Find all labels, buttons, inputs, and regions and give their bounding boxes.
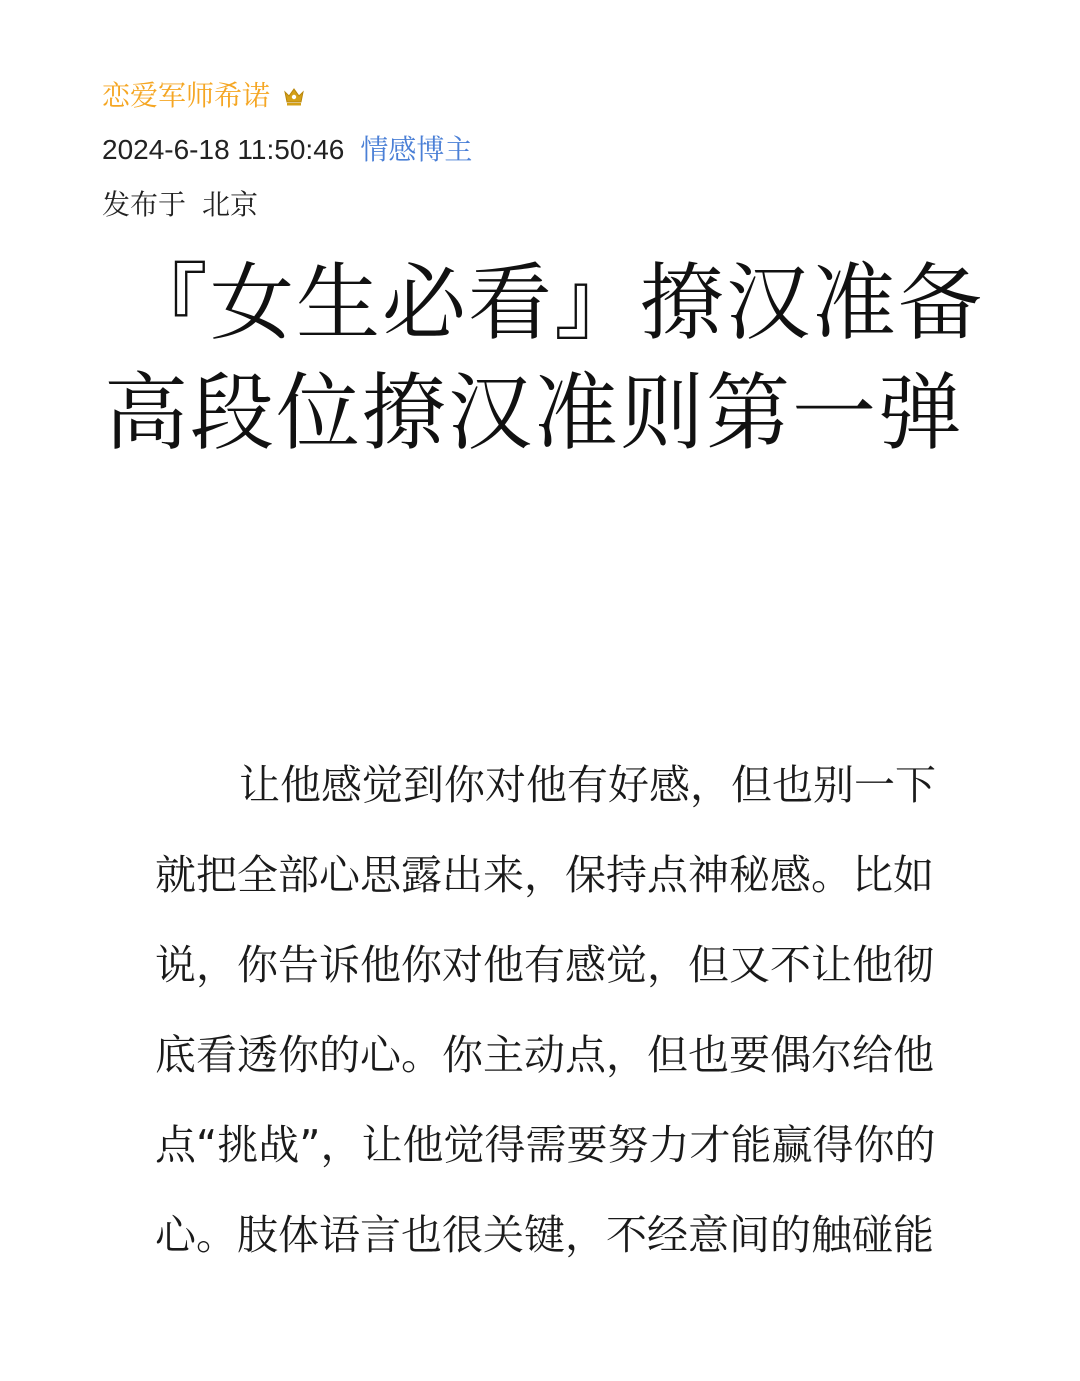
location-row [102, 183, 258, 227]
article-body [155, 740, 965, 1280]
location-label: 发布于 [102, 188, 187, 221]
author-name[interactable]: 恋爱军师希诺 [102, 79, 271, 112]
author-tag[interactable]: 情感博主 [360, 133, 473, 166]
body-line: 底看透你的心。你主动点，但也要偶尔给他 [155, 1031, 934, 1079]
title-line-1: 『女生必看』撩汉准备 [124, 254, 985, 352]
body-line: 说，你告诉他你对他有感觉，但又不让他彻 [155, 941, 934, 989]
body-line: 点“挑战”，让他觉得需要努力才能赢得你的 [155, 1121, 936, 1169]
body-line: 就把全部心思露出来，保持点神秘感。比如 [155, 851, 934, 899]
author-row [102, 74, 306, 118]
meta-row [102, 128, 472, 172]
body-line: 心。肢体语言也很关键，不经意间的触碰能 [155, 1211, 934, 1259]
publish-time: 2024-6-18 11:50:46 [102, 134, 345, 165]
body-line: 让他感觉到你对他有好感，但也别一下 [239, 761, 936, 809]
article-title [104, 248, 984, 468]
location-value: 北京 [202, 188, 259, 221]
crown-icon [282, 84, 306, 108]
title-line-2: 高段位撩汉准则第一弹 [104, 364, 965, 462]
